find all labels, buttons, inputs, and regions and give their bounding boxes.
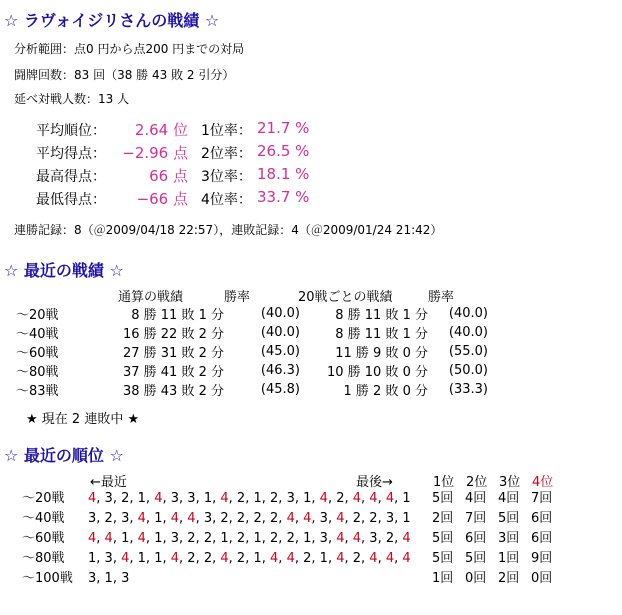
rank-value: 4 — [137, 531, 146, 546]
rank-value: 3 — [104, 491, 113, 506]
rank-count-c3: 5回 — [498, 511, 520, 526]
rank-value: 4 — [352, 531, 362, 546]
rank-value: 1 — [88, 551, 97, 566]
header-rank4: 4位 — [532, 475, 554, 490]
rank-value: 4 — [385, 491, 395, 506]
rate1-label: 1位率： — [201, 123, 252, 139]
rank-value: 3 — [203, 511, 213, 526]
rank-value: 4 — [220, 551, 229, 566]
rank-value: 1 — [137, 551, 146, 566]
rank-value: 4 — [154, 491, 163, 506]
avg-score-value: −2.96 点 — [122, 144, 188, 162]
record-per20: 1 勝 2 敗 0 分 — [343, 384, 428, 399]
rank-value: 1 — [402, 511, 411, 526]
rank-value: 2 — [270, 491, 279, 506]
analysis-range: 分析範囲：点0 円から点200 円までの対局 — [14, 42, 245, 56]
rank-count-c4: 0回 — [531, 571, 553, 586]
avg-rank-label: 平均順位： — [36, 123, 106, 139]
min-score-label: 最低得点： — [36, 192, 106, 208]
record-row-label: ～60戦 — [16, 346, 59, 361]
rank-value: 3 — [369, 531, 378, 546]
rank-value: 4 — [137, 511, 146, 526]
record-cumulative: 38 勝 43 敗 2 分 — [122, 384, 224, 399]
rank-value: 4 — [170, 551, 180, 566]
game-count: 闘牌回数：83 回（38 勝 43 敗 2 引分） — [14, 68, 235, 82]
rank-value: 2 — [270, 531, 279, 546]
rank-row-label: ～100戦 — [22, 571, 73, 586]
rank-value: 3 — [104, 551, 113, 566]
rank-value: 4 — [220, 491, 229, 506]
rank-value: 1 — [121, 531, 130, 546]
rank-value: 4 — [88, 491, 97, 506]
rank-value: 1 — [303, 491, 312, 506]
header-rank3: 3位 — [499, 475, 521, 490]
rate4-value: 33.7 % — [257, 188, 310, 206]
header-rank2: 2位 — [466, 475, 488, 490]
rank-value: 4 — [336, 531, 345, 546]
rank-count-c1: 2回 — [432, 511, 454, 526]
rank-value: 1 — [154, 551, 163, 566]
col-per20-rate: 勝率 — [428, 290, 455, 305]
rank-value: 3 — [88, 511, 97, 526]
rank-count-c1: 1回 — [432, 571, 454, 586]
rank-value: 4 — [352, 491, 362, 506]
opponent-count: 延べ対戦人数：13 人 — [14, 92, 130, 106]
rank-value: 4 — [270, 551, 279, 566]
rank-count-c4: 6回 — [531, 511, 553, 526]
record-cumulative: 37 勝 41 敗 2 分 — [122, 365, 224, 380]
rank-value: 2 — [187, 531, 196, 546]
rank-count-c2: 4回 — [465, 491, 487, 506]
rank-count-c2: 6回 — [465, 531, 487, 546]
rank-value: 4 — [402, 551, 411, 566]
record-cumulative: 16 勝 22 敗 2 分 — [122, 327, 224, 342]
rank-history — [22, 489, 553, 589]
rank-sequence: 3, 2, 3, 4, 1, 4, 4, 3, 2, 2, 2, 2, 4, 4, 3, 4, 2, 2, 3, 1 — [88, 511, 411, 526]
rank-row — [22, 549, 553, 569]
rank-sequence: 4, 3, 2, 1, 4, 3, 3, 1, 4, 2, 1, 2, 3, 1, 4, 2, 4, 4, 4, 1 — [88, 491, 411, 506]
rank-value: 2 — [352, 511, 362, 526]
record-per20-rate: (55.0) — [448, 344, 488, 359]
record-per20: 11 勝 9 敗 0 分 — [335, 346, 428, 361]
rank-count-c2: 0回 — [465, 571, 487, 586]
rank-value: 1 — [154, 511, 163, 526]
record-cumulative-rate: (40.0) — [260, 325, 300, 340]
rank-value: 2 — [121, 491, 130, 506]
rank-row-label: ～60戦 — [22, 531, 65, 546]
record-cumulative-rate: (46.3) — [260, 363, 300, 378]
col-per20: 20戦ごとの戦績 — [298, 290, 393, 305]
record-per20: 8 勝 11 敗 1 分 — [335, 327, 428, 342]
rank-value: 3 — [286, 491, 295, 506]
rank-value: 2 — [203, 551, 213, 566]
avg-rank-value: 2.64 位 — [134, 121, 188, 139]
rank-count-c1: 5回 — [432, 531, 454, 546]
rank-value: 4 — [286, 551, 295, 566]
max-score-label: 最高得点： — [36, 169, 106, 185]
rank-row — [22, 489, 553, 509]
rank-count-c3: 4回 — [498, 491, 520, 506]
rank-value: 2 — [286, 531, 295, 546]
rank-value: 1 — [319, 551, 328, 566]
record-row — [16, 342, 488, 361]
rank-value: 4 — [369, 491, 378, 506]
record-per20: 8 勝 11 敗 1 分 — [335, 308, 428, 323]
rank-value: 3 — [187, 491, 196, 506]
max-score-value: 66 点 — [149, 167, 188, 185]
rank-value: 2 — [104, 511, 113, 526]
rank-value: 3 — [319, 531, 328, 546]
rank-row — [22, 569, 553, 589]
rank-value: 2 — [236, 511, 246, 526]
rank-value: 1 — [253, 491, 262, 506]
streak-record: 連勝記録：8（＠2009/04/18 22:57），連敗記録：4（＠2009/01/24 21:42） — [14, 223, 443, 237]
recent-rank-title: ☆ 最近の順位 ☆ — [4, 446, 124, 465]
rank-value: 1 — [154, 531, 163, 546]
rank-value: 3 — [121, 571, 130, 586]
rank-row-label: ～80戦 — [22, 551, 65, 566]
rank-value: 4 — [187, 511, 196, 526]
record-row-label: ～20戦 — [16, 308, 59, 323]
rank-value: 3 — [170, 531, 180, 546]
record-row — [16, 304, 488, 323]
record-row-label: ～80戦 — [16, 365, 59, 380]
rate3-value: 18.1 % — [257, 165, 310, 183]
rank-value: 1 — [303, 531, 312, 546]
rank-value: 3 — [170, 491, 180, 506]
record-cumulative: 8 勝 11 敗 1 分 — [131, 308, 224, 323]
rank-count-c1: 5回 — [432, 551, 454, 566]
rank-value: 2 — [303, 551, 312, 566]
record-per20-rate: (40.0) — [448, 306, 488, 321]
rank-value: 1 — [203, 491, 213, 506]
rank-value: 2 — [236, 551, 246, 566]
rank-count-c4: 6回 — [531, 531, 553, 546]
rank-value: 3 — [121, 511, 130, 526]
rank-value: 3 — [88, 571, 97, 586]
rank-count-c2: 7回 — [465, 511, 487, 526]
rank-value: 2 — [385, 531, 395, 546]
rank-count-c3: 3回 — [498, 531, 520, 546]
rank-row — [22, 529, 553, 549]
record-cumulative-rate: (40.0) — [260, 306, 300, 321]
rank-count-c1: 5回 — [432, 491, 454, 506]
rank-value: 4 — [303, 511, 312, 526]
rank-value: 4 — [170, 511, 180, 526]
record-table — [16, 304, 488, 399]
rank-value: 2 — [270, 511, 279, 526]
rank-value: 2 — [187, 551, 196, 566]
rank-row — [22, 509, 553, 529]
rank-value: 1 — [253, 531, 262, 546]
rank-value: 2 — [253, 511, 262, 526]
rank-value: 2 — [352, 551, 362, 566]
rank-value: 1 — [220, 531, 229, 546]
min-score-value: −66 点 — [136, 190, 188, 208]
rank-value: 1 — [253, 551, 262, 566]
record-row — [16, 380, 488, 399]
rank-value: 4 — [319, 491, 328, 506]
rank-value: 2 — [236, 531, 246, 546]
rate2-label: 2位率： — [201, 146, 252, 162]
rank-sequence: 4, 4, 1, 4, 1, 3, 2, 2, 1, 2, 1, 2, 2, 1, 3, 4, 4, 3, 2, 4 — [88, 531, 411, 546]
rank-value: 2 — [203, 531, 213, 546]
rank-value: 4 — [104, 531, 113, 546]
recent-record-title: ☆ 最近の戦績 ☆ — [4, 261, 124, 280]
record-per20-rate: (50.0) — [448, 363, 488, 378]
rank-value: 4 — [88, 531, 97, 546]
rate1-value: 21.7 % — [257, 119, 310, 137]
page-title: ☆ ラヴォイジリさんの戦績 ☆ — [4, 11, 220, 30]
rank-value: 1 — [137, 491, 146, 506]
rank-count-c4: 9回 — [531, 551, 553, 566]
avg-score-label: 平均得点： — [36, 146, 106, 162]
rank-count-c4: 7回 — [531, 491, 553, 506]
rank-count-c2: 5回 — [465, 551, 487, 566]
rank-value: 1 — [104, 571, 113, 586]
rate3-label: 3位率： — [201, 169, 252, 185]
rank-value: 4 — [121, 551, 130, 566]
record-cumulative: 27 勝 31 敗 2 分 — [122, 346, 224, 361]
record-cumulative-rate: (45.8) — [260, 382, 300, 397]
header-rank1: 1位 — [433, 475, 455, 490]
rank-value: 4 — [286, 511, 295, 526]
newer-marker: 最後→ — [356, 475, 393, 490]
rate4-label: 4位率： — [201, 192, 252, 208]
rank-sequence: 1, 3, 4, 1, 1, 4, 2, 2, 4, 2, 1, 4, 4, 2, 1, 4, 2, 4, 4, 4 — [88, 551, 411, 566]
rank-value: 4 — [336, 511, 345, 526]
rank-value: 2 — [236, 491, 246, 506]
rank-value: 3 — [319, 511, 328, 526]
rank-sequence: 3, 1, 3 — [88, 571, 130, 586]
rate2-value: 26.5 % — [257, 142, 310, 160]
rank-value: 4 — [369, 551, 378, 566]
rank-row-label: ～20戦 — [22, 491, 65, 506]
rank-value: 1 — [402, 491, 411, 506]
rank-value: 2 — [369, 511, 378, 526]
rank-value: 4 — [402, 531, 411, 546]
record-per20-rate: (40.0) — [448, 325, 488, 340]
record-row — [16, 323, 488, 342]
record-row-label: ～83戦 — [16, 384, 59, 399]
rank-value: 4 — [336, 551, 345, 566]
record-row — [16, 361, 488, 380]
record-row-label: ～40戦 — [16, 327, 59, 342]
record-per20-rate: (33.3) — [448, 382, 488, 397]
older-marker: ←最近 — [90, 475, 127, 490]
rank-row-label: ～40戦 — [22, 511, 65, 526]
rank-value: 2 — [336, 491, 345, 506]
rank-count-c3: 2回 — [498, 571, 520, 586]
rank-value: 2 — [220, 511, 229, 526]
rank-count-c3: 1回 — [498, 551, 520, 566]
current-streak: ★ 現在 2 連敗中 ★ — [26, 412, 140, 427]
col-cumulative-rate: 勝率 — [224, 290, 251, 305]
record-cumulative-rate: (45.0) — [260, 344, 300, 359]
rank-value: 4 — [385, 551, 395, 566]
record-per20: 10 勝 10 敗 0 分 — [326, 365, 428, 380]
rank-value: 3 — [385, 511, 395, 526]
col-cumulative: 通算の戦績 — [118, 290, 184, 305]
